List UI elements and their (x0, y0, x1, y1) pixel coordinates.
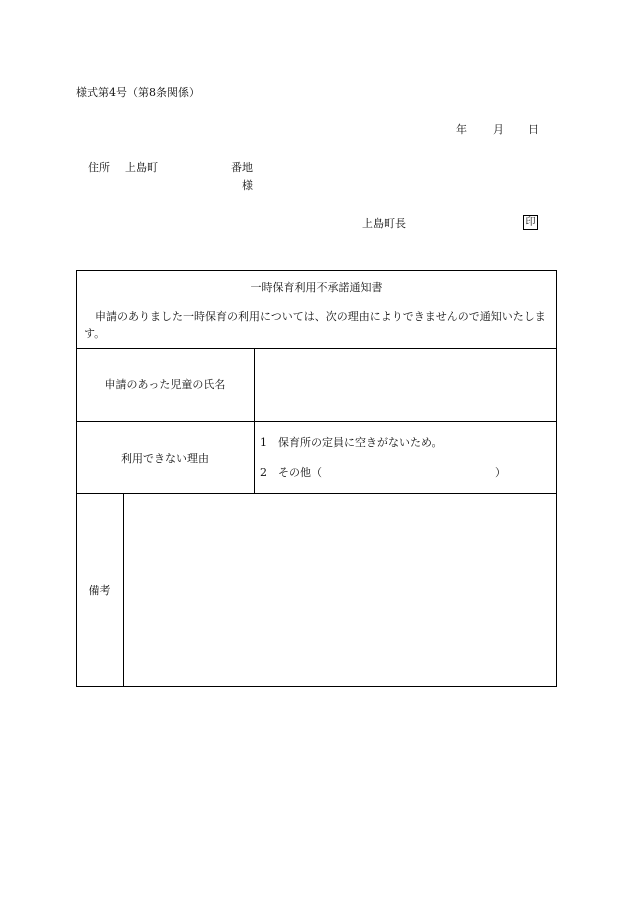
reason-1-text: 保育所の定員に空きがないため。 (278, 436, 443, 449)
address-label: 住所 (88, 161, 110, 174)
recipient-honorific: 様 (242, 179, 253, 192)
issuer-title: 上島町長 (362, 217, 406, 230)
reason-2-close-paren: ） (495, 466, 506, 479)
notice-text: 申請のありました一時保育の利用については、次の理由によりできませんので通知いたします。 (84, 310, 546, 340)
child-name-label: 申請のあった児童の氏名 (104, 378, 226, 391)
reason-1-number: 1 (260, 436, 267, 449)
reason-label: 利用できない理由 (121, 452, 209, 465)
date-month-label: 月 (493, 123, 504, 136)
row-divider-3 (76, 493, 557, 494)
remarks-label: 備考 (88, 584, 111, 597)
reason-2-text: その他（ (278, 466, 322, 479)
remarks-column-divider (123, 493, 124, 687)
date-day-label: 日 (528, 123, 539, 136)
row-divider-2 (76, 421, 557, 422)
form-title: 一時保育利用不承諾通知書 (250, 281, 383, 294)
reason-2-number: 2 (260, 466, 267, 479)
form-number: 様式第4号（第8条関係） (76, 86, 200, 99)
date-year-label: 年 (456, 123, 467, 136)
address-banchi: 番地 (231, 161, 253, 174)
row-divider-1 (76, 348, 557, 349)
seal-mark: 印 (523, 215, 538, 230)
address-town: 上島町 (125, 161, 158, 174)
